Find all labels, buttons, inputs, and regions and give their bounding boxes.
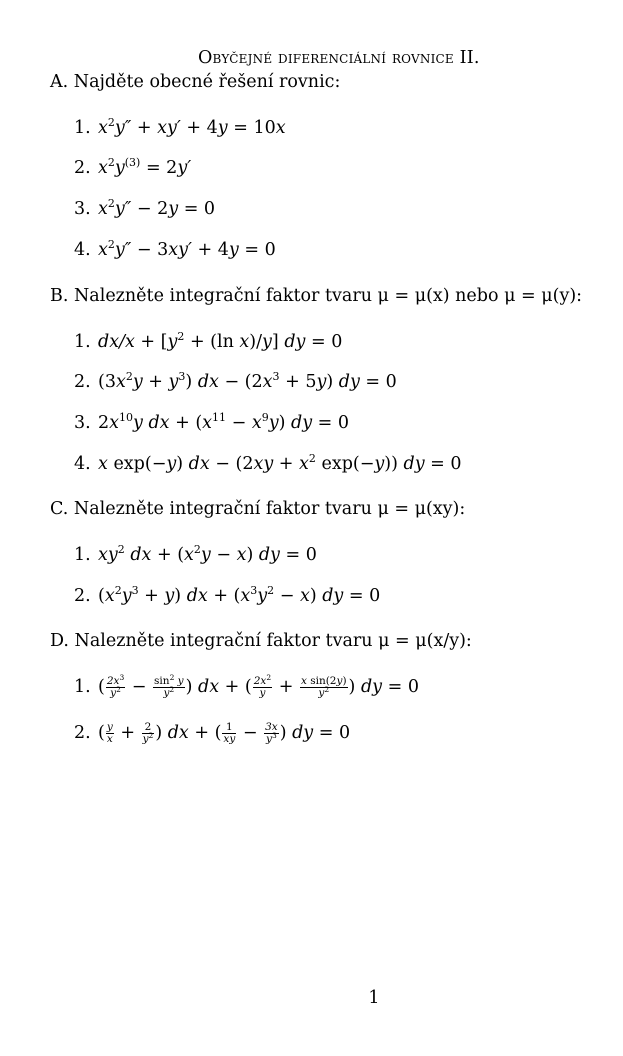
item-number: 1. (74, 545, 91, 565)
section-c-item-1 (74, 545, 317, 565)
equation: $x^2y'' - 2y = 0$ (98, 197, 216, 219)
document-title: Obyčejné diferenciální rovnice II. (198, 48, 480, 68)
section-b-item-1 (74, 332, 342, 352)
item-number: 3. (74, 199, 91, 219)
item-number: 1. (74, 677, 91, 697)
section-a-item-3 (74, 199, 215, 219)
equation: $x^2y'' - 3xy' + 4y = 0$ (98, 238, 276, 260)
section-b-item-2 (74, 372, 397, 392)
item-number: 4. (74, 454, 91, 474)
section-c-item-2 (74, 586, 380, 606)
item-number: 1. (74, 332, 91, 352)
item-number: 2. (74, 158, 91, 178)
section-b-item-3 (74, 413, 349, 433)
equation: $x^2y^{(3)} = 2y'$ (98, 156, 192, 178)
section-a-item-2 (74, 158, 191, 178)
equation: ( $\frac{y}{x}$ + $\frac{2}{y^2}$ ) dx + ( $\frac{1}{xy}$ − $\frac{3x}{y^3}$ ) dy = 0 (98, 721, 351, 745)
section-c-heading: C. Nalezněte integrační faktor tvaru μ = μ(xy): (50, 499, 466, 519)
page-number: 1 (368, 988, 380, 1008)
equation: $xy^2$ dx + $(x^2y - x)$ dy = 0 (98, 543, 317, 565)
item-number: 1. (74, 118, 91, 138)
item-number: 2. (74, 586, 91, 606)
equation: x exp(−y) dx − ($2xy + x^2$ exp(−y)) dy = 0 (98, 452, 462, 474)
section-d-heading: D. Nalezněte integrační faktor tvaru μ = μ(x/y): (50, 631, 472, 651)
equation: $dx/x + [y^2 + (\ln$ x)/y] dy = 0 (98, 330, 343, 352)
section-a-item-4 (74, 240, 276, 260)
section-b-item-4 (74, 454, 462, 474)
item-number: 4. (74, 240, 91, 260)
section-b-heading: B. Nalezněte integrační faktor tvaru μ = μ(x) nebo μ = μ(y): (50, 286, 583, 306)
item-number: 2. (74, 372, 91, 392)
equation: $(3x^2y + y^3)$ dx − $(2x^3 + 5y)$ dy = 0 (98, 370, 397, 392)
equation: $2x^{10}y$ dx + $(x^{11} - x^9y)$ dy = 0 (98, 411, 350, 433)
equation: $x^2y'' + xy' + 4y = 10x$ (98, 116, 286, 138)
section-a-item-1 (74, 118, 286, 138)
item-number: 3. (74, 413, 91, 433)
section-d-item-1 (74, 673, 419, 699)
section-d-item-2 (74, 722, 350, 745)
item-number: 2. (74, 723, 91, 743)
section-a-heading: A. Najděte obecné řešení rovnic: (50, 72, 341, 92)
equation: $(x^2y^3 + y)$ dx + $(x^3y^2 - x)$ dy = 0 (98, 584, 381, 606)
equation: ( $\frac{2x^3}{y^2}$ − $\frac{\sin^2 y}{y^2}$ ) dx + ( $\frac{2x^2}{y}$ + $\frac{\text{x sin(2y)}}{y^2}$ ) dy = 0 (98, 673, 419, 699)
